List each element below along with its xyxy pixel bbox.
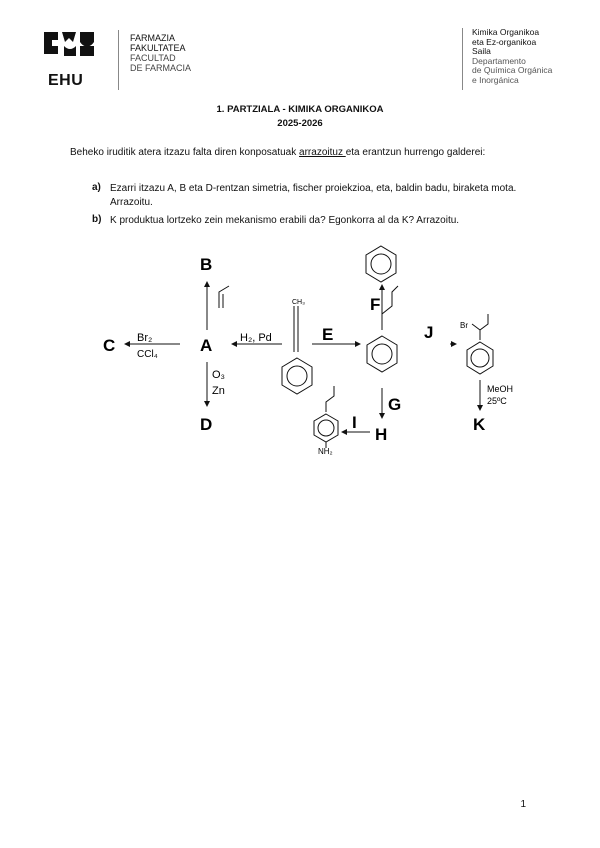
ehu-logo <box>40 28 110 94</box>
question-a-text: Ezarri itzazu A, B eta D-rentzan simetria, fischer proiekzioa, eta, baldin badu, biraketa mota. Arrazoitu. <box>110 183 517 208</box>
substituent-nh2: NH₂ <box>318 447 333 456</box>
label-k: K <box>473 415 486 434</box>
alkene-fragment <box>219 286 229 308</box>
label-h: H <box>375 425 388 444</box>
intro-underlined: arrazoituz <box>299 147 346 158</box>
intro-text-before: Beheko iruditik atera itzazu falta diren konposatuak <box>70 147 300 158</box>
faculty-eu-line-1: FARMAZIA <box>130 33 176 43</box>
intro-text-after: eta erantzun hurrengo galderei: <box>345 147 486 158</box>
logo-text: EHU <box>48 72 84 89</box>
label-j: J <box>424 323 434 342</box>
substituent-br: Br <box>460 321 468 330</box>
reagent-meoh: MeOH <box>487 384 514 394</box>
label-c: C <box>103 336 116 355</box>
intro-paragraph <box>70 146 530 160</box>
reagent-zn: Zn <box>212 385 225 397</box>
header-divider <box>118 30 119 90</box>
propyl-chain <box>382 286 398 330</box>
reagent-h2pd: H₂, Pd <box>240 332 272 344</box>
dept-es-line-2: de Química Orgánica <box>472 65 553 75</box>
label-f: F <box>370 295 381 314</box>
label-b: B <box>200 255 213 274</box>
amine-propyl-chain <box>326 386 334 412</box>
dept-eu-line-1: Kimika Organikoa <box>472 27 540 37</box>
question-b-text: K produktua lortzeko zein mekanismo erabili da? Egonkorra al da K? Arrazoitu. <box>110 215 460 226</box>
reaction-scheme <box>0 240 600 460</box>
dept-es-line-1: Departamento <box>472 55 526 66</box>
reagent-temp: 25ºC <box>487 396 507 406</box>
substituent-ch3: CH₃ <box>292 299 305 306</box>
dept-es-line-3: e Inorgánica <box>472 74 519 85</box>
reagent-o3: O₃ <box>212 369 226 381</box>
department-name <box>472 28 552 85</box>
faculty-eu-line-2: FAKULTATEA <box>130 43 186 53</box>
faculty-es-line-1: FACULTAD <box>130 53 176 63</box>
bromo-chain <box>472 314 488 340</box>
label-g: G <box>388 395 402 414</box>
label-i: I <box>352 413 357 432</box>
dept-divider <box>462 28 463 90</box>
reagent-ccl4: CCl₄ <box>137 349 158 360</box>
label-a: A <box>200 336 213 355</box>
exam-year: 2025-2026 <box>277 118 323 129</box>
label-d: D <box>200 415 213 434</box>
page-number: 1 <box>520 799 526 810</box>
label-e: E <box>322 325 334 344</box>
question-b-label: b) <box>92 214 102 225</box>
faculty-name <box>130 33 191 73</box>
question-a-label: a) <box>92 182 101 193</box>
dept-eu-line-2: eta Ez-organikoa <box>472 36 537 47</box>
dept-eu-line-3: Saila <box>472 46 491 56</box>
reagent-br2: Br₂ <box>137 332 153 344</box>
exam-title: 1. PARTZIALA - KIMIKA ORGANIKOA <box>216 104 384 115</box>
faculty-es-line-2: DE FARMACIA <box>130 63 192 73</box>
ehu-emblem-icon <box>40 28 100 68</box>
